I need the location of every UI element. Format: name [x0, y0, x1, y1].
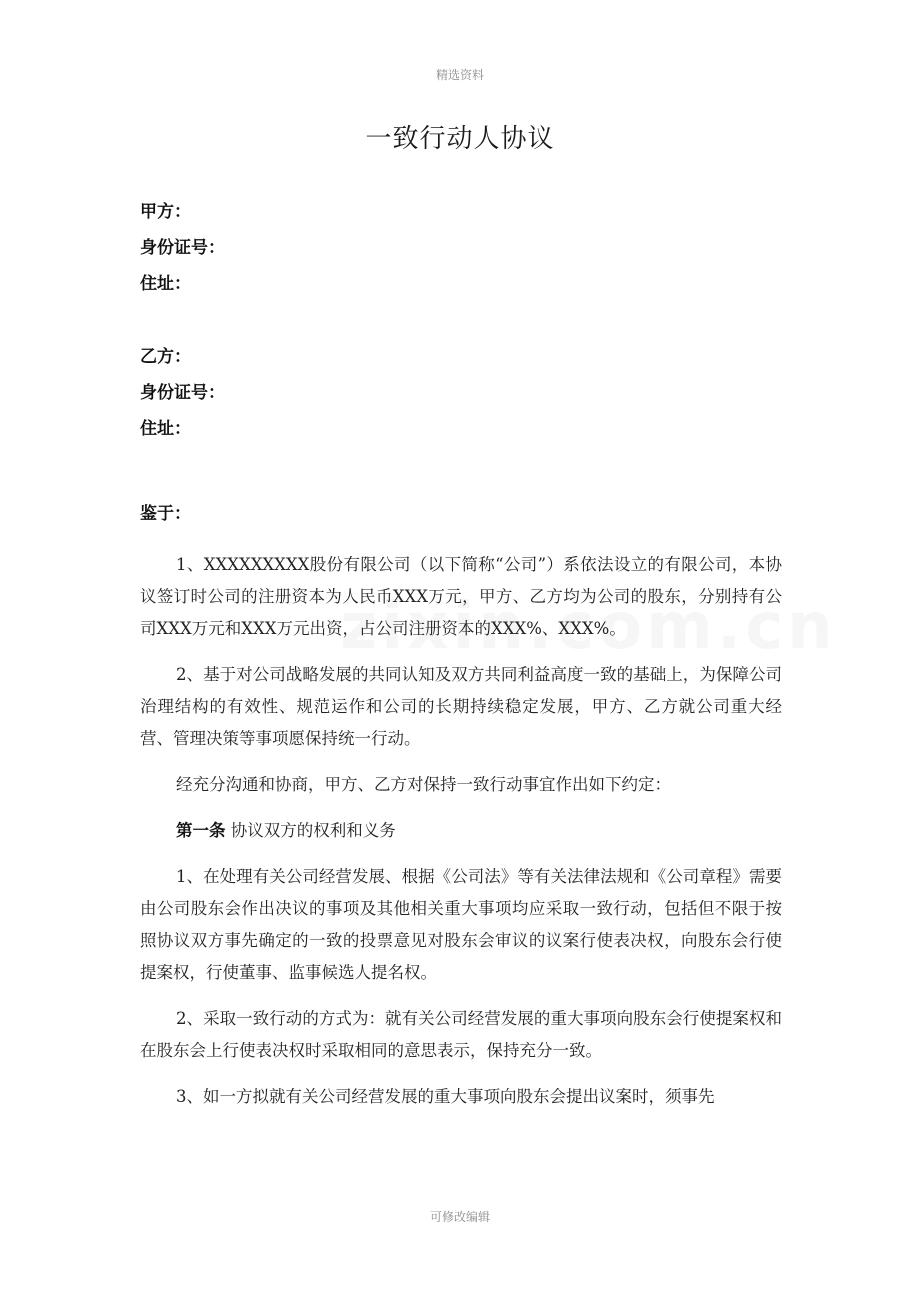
- party-b-id-label: 身份证号：: [140, 383, 225, 403]
- article-1-clause-2: 2、采取一致行动的方式为：就有关公司经营发展的重大事项向股东会行使提案权和在股东会上行使表决权时采取相同的意思表示，保持充分一致。: [140, 1009, 782, 1060]
- party-b-name-label: 乙方：: [140, 347, 191, 367]
- party-b-block: [140, 345, 780, 453]
- article-1-heading-line: [140, 815, 782, 847]
- article-1-number: 第一条: [176, 821, 226, 840]
- document-body: [140, 549, 782, 1127]
- article-1-clause-3: 3、如一方拟就有关公司经营发展的重大事项向股东会提出议案时，须事先: [176, 1087, 715, 1106]
- party-b-address-label: 住址：: [140, 419, 191, 439]
- party-a-block: [140, 200, 780, 308]
- header-note: 精选资料: [435, 68, 484, 82]
- article-1-title: 协议双方的权利和义务: [230, 821, 396, 840]
- article-1-clause-1: 1、在处理有关公司经营发展、根据《公司法》等有关法律法规和《公司章程》需要由公司股东会作出决议的事项及其他相关重大事项均应采取一致行动，包括但不限于按照协议双方事先确定的一致的投票意见对股东会审议的议案行使表决权，向股东会行使提案权，行使董事、监事候选人提名权。: [140, 867, 782, 982]
- party-a-address-label: 住址：: [140, 274, 191, 294]
- whereas-clause-1: 1、XXXXXXXXX股份有限公司（以下简称“公司”）系依法设立的有限公司，本协议签订时公司的注册资本为人民币XXX万元，甲方、乙方均为公司的股东，分别持有公司XXX万元和XXX万元出资，占公司注册资本的XXX%、XXX%。: [140, 555, 782, 638]
- party-a-name-label: 甲方：: [140, 202, 191, 222]
- agreement-intro: 经充分沟通和协商，甲方、乙方对保持一致行动事宜作出如下约定：: [176, 775, 671, 794]
- whereas-label: 鉴于：: [140, 504, 191, 524]
- document-title: 一致行动人协议: [365, 124, 555, 154]
- party-a-id-label: 身份证号：: [140, 238, 225, 258]
- whereas-clause-2: 2、基于对公司战略发展的共同认知及双方共同利益高度一致的基础上，为保障公司治理结构的有效性、规范运作和公司的长期持续稳定发展，甲方、乙方就公司重大经营、管理决策等事项愿保持统一行动。: [140, 665, 782, 748]
- footer-note: 可修改编辑: [429, 1210, 490, 1224]
